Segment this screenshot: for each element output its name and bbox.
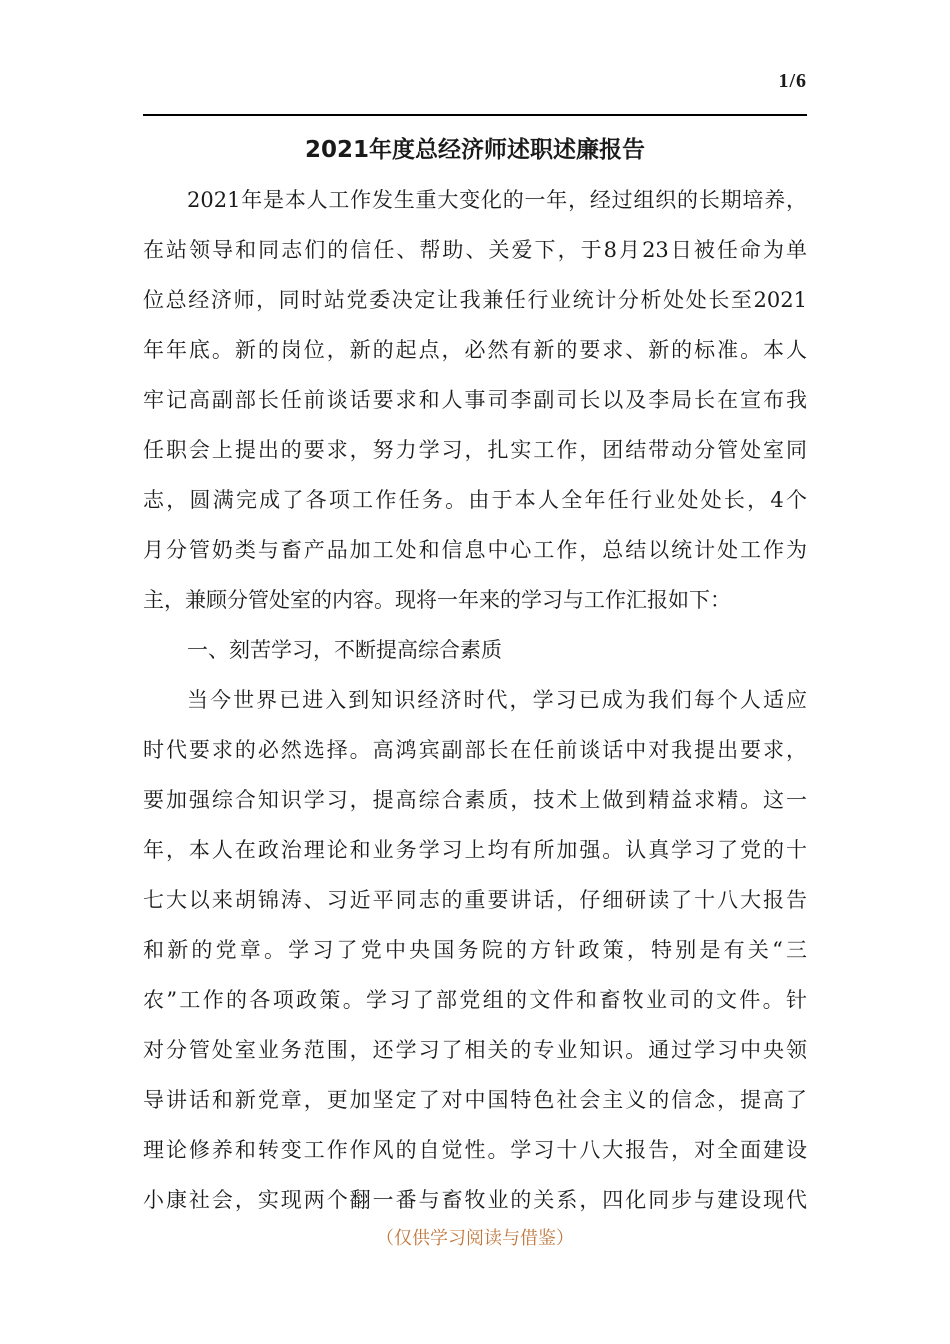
- paragraph-line: 农”工作的各项政策。学习了部党组的文件和畜牧业司的文件。针: [143, 988, 807, 1012]
- paragraph-line: 2021年是本人工作发生重大变化的一年，经过组织的长期培养，: [187, 188, 807, 212]
- paragraph-line: 小康社会，实现两个翻一番与畜牧业的关系，四化同步与建设现代: [143, 1188, 807, 1212]
- document-title: 2021年度总经济师述职述廉报告: [304, 137, 645, 163]
- paragraph-line: 年年底。新的岗位，新的起点，必然有新的要求、新的标准。本人: [143, 338, 807, 362]
- paragraph-line: 任职会上提出的要求，努力学习，扎实工作，团结带动分管处室同: [143, 438, 807, 462]
- paragraph-line: 要加强综合知识学习，提高综合素质，技术上做到精益求精。这一: [143, 788, 807, 812]
- paragraph-line: 导讲话和新党章，更加坚定了对中国特色社会主义的信念，提高了: [143, 1088, 807, 1112]
- paragraph-line: 牢记高副部长任前谈话要求和人事司李副司长以及李局长在宣布我: [143, 388, 807, 412]
- paragraph-line: 主，兼顾分管处室的内容。现将一年来的学习与工作汇报如下：: [143, 588, 731, 612]
- header-divider: [143, 114, 807, 116]
- paragraph-line: 月分管奶类与畜产品加工处和信息中心工作，总结以统计处工作为: [143, 538, 807, 562]
- document-body: [143, 175, 807, 1225]
- paragraph-line: 理论修养和转变工作作风的自觉性。学习十八大报告，对全面建设: [143, 1138, 807, 1162]
- footer-note: （仅供学习阅读与借鉴）: [376, 1228, 574, 1249]
- paragraph-line: 对分管处室业务范围，还学习了相关的专业知识。通过学习中央领: [143, 1038, 807, 1062]
- paragraph-line: 七大以来胡锦涛、习近平同志的重要讲话，仔细研读了十八大报告: [143, 888, 807, 912]
- paragraph-line: 志，圆满完成了各项工作任务。由于本人全年任行业处处长，4个: [143, 488, 807, 512]
- paragraph-line: 位总经济师，同时站党委决定让我兼任行业统计分析处处长至2021: [143, 288, 807, 312]
- section-heading: 一、刻苦学习，不断提高综合素质: [187, 638, 502, 662]
- paragraph-line: 和新的党章。学习了党中央国务院的方针政策，特别是有关“三: [143, 938, 807, 962]
- paragraph-line: 年，本人在政治理论和业务学习上均有所加强。认真学习了党的十: [143, 838, 807, 862]
- paragraph-line: 时代要求的必然选择。高鸿宾副部长在任前谈话中对我提出要求，: [143, 738, 807, 762]
- paragraph-line: 当今世界已进入到知识经济时代，学习已成为我们每个人适应: [187, 688, 807, 712]
- paragraph-line: 在站领导和同志们的信任、帮助、关爱下，于8月23日被任命为单: [143, 238, 807, 262]
- page-number: 1/6: [778, 70, 807, 92]
